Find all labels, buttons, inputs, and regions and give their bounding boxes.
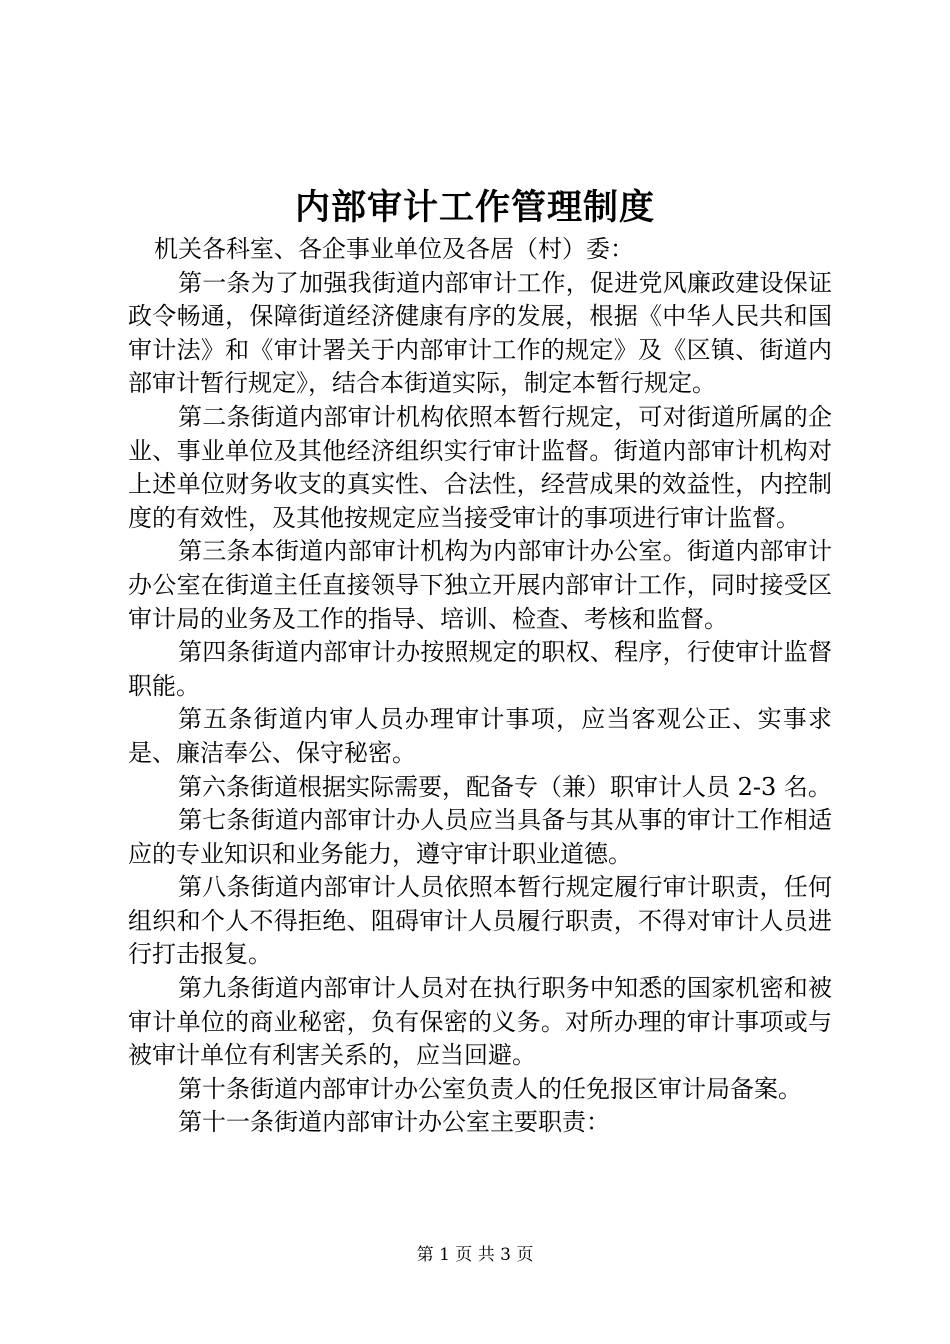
article-4: 第四条街道内部审计办按照规定的职权、程序，行使审计监督职能。	[128, 638, 832, 700]
page-footer: 第 1 页 共 3 页	[416, 1245, 534, 1265]
article-6: 第六条街道根据实际需要，配备专（兼）职审计人员 2-3 名。	[178, 772, 832, 801]
article-7: 第七条街道内部审计办人员应当具备与其从事的审计工作相适应的专业知识和业务能力，遵守审计职业道德。	[128, 806, 832, 868]
article-1: 第一条为了加强我街道内部审计工作，促进党风廉政建设保证政令畅通，保障街道经济健康有序的发展，根据《中华人民共和国审计法》和《审计署关于内部审计工作的规定》及《区镇、街道内部审计暂行规定》，结合本街道实际，制定本暂行规定。	[128, 268, 832, 398]
article-5: 第五条街道内审人员办理审计事项，应当客观公正、实事求是、廉洁奉公、保守秘密。	[128, 705, 832, 767]
article-11: 第十一条街道内部审计办公室主要职责：	[178, 1108, 610, 1137]
article-8: 第八条街道内部审计人员依照本暂行规定履行审计职责，任何组织和个人不得拒绝、阻碍审计人员履行职责，不得对审计人员进行打击报复。	[128, 873, 832, 969]
article-10: 第十条街道内部审计办公室负责人的任免报区审计局备案。	[178, 1074, 802, 1103]
document-body	[128, 233, 832, 1140]
article-9: 第九条街道内部审计人员对在执行职务中知悉的国家机密和被审计单位的商业秘密，负有保密的义务。对所办理的审计事项或与被审计单位有利害关系的，应当回避。	[128, 974, 832, 1070]
article-3: 第三条本街道内部审计机构为内部审计办公室。街道内部审计办公室在街道主任直接领导下独立开展内部审计工作，同时接受区审计局的业务及工作的指导、培训、检查、考核和监督。	[128, 537, 832, 633]
article-2: 第二条街道内部审计机构依照本暂行规定，可对街道所属的企业、事业单位及其他经济组织实行审计监督。街道内部审计机构对上述单位财务收支的真实性、合法性，经营成果的效益性，内控制度的有效性，及其他按规定应当接受审计的事项进行审计监督。	[128, 402, 832, 532]
salutation: 机关各科室、各企事业单位及各居（村）委：	[154, 235, 634, 263]
document-title: 内部审计工作管理制度	[294, 188, 655, 228]
